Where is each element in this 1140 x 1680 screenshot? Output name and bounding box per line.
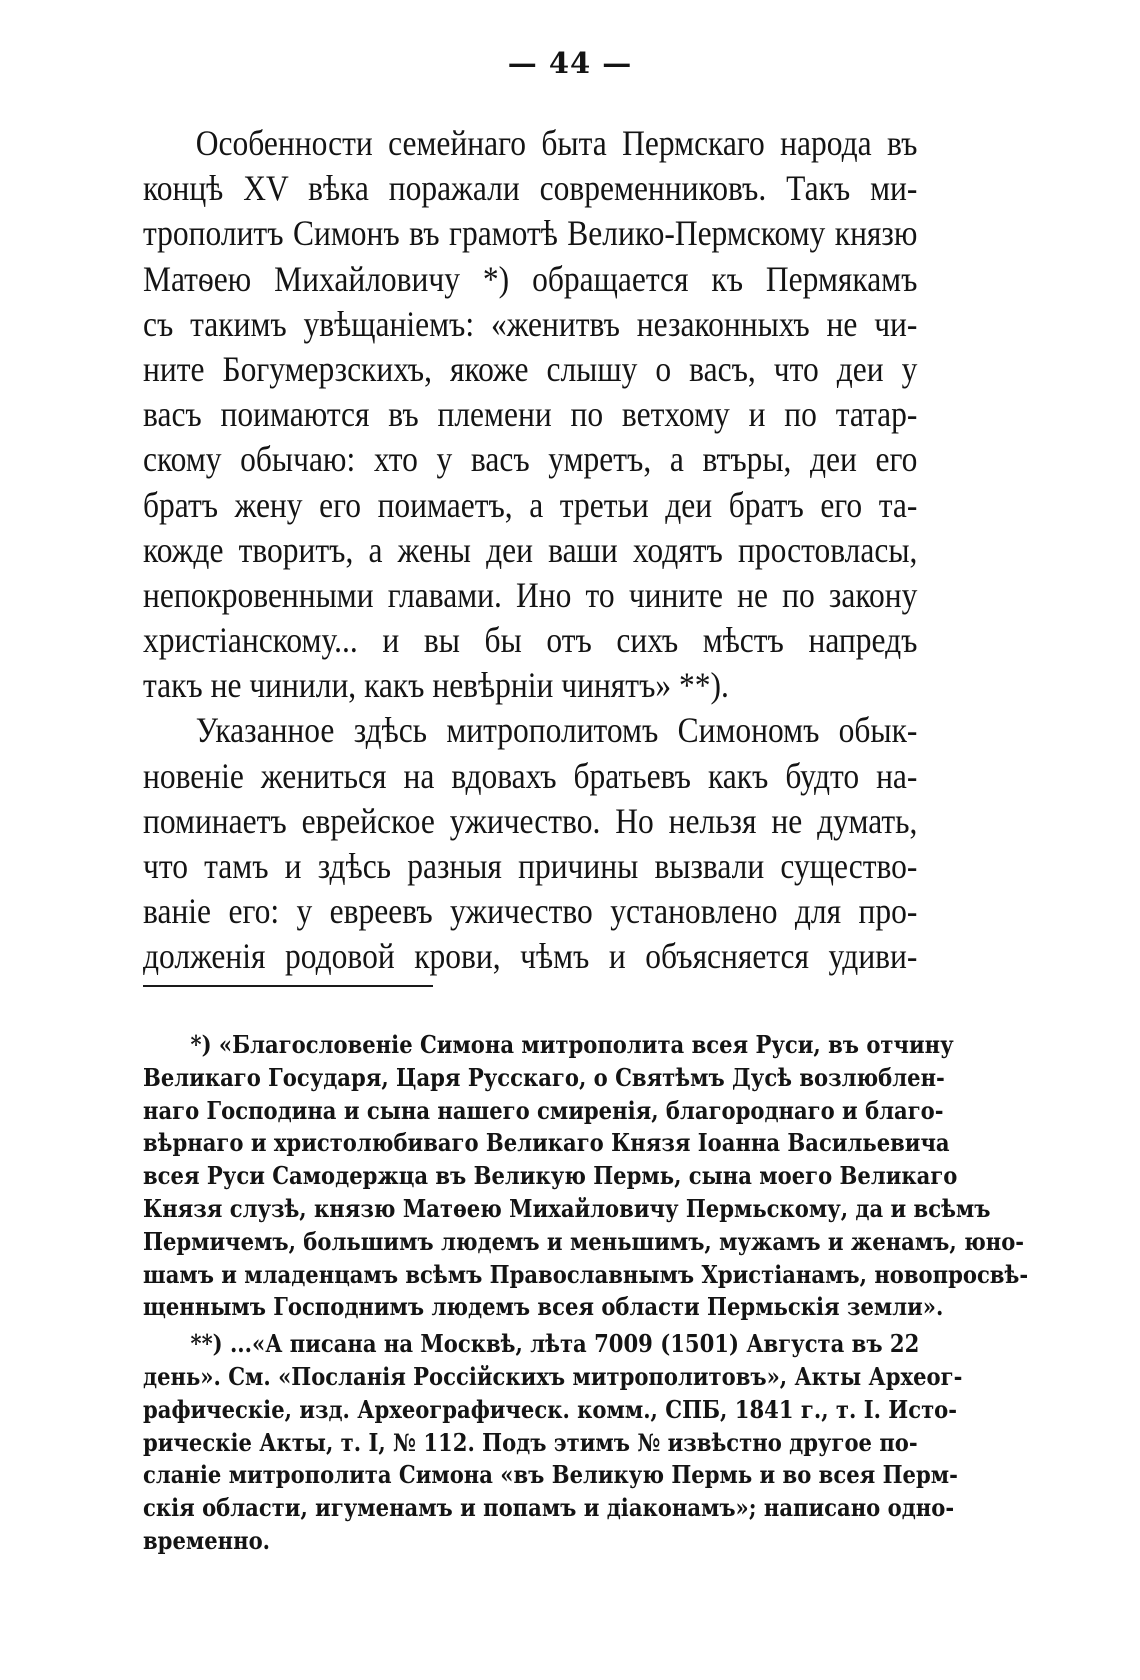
footnote-line: *) «Благословеніе Симона митрополита всея Руси, въ отчину bbox=[190, 1030, 954, 1059]
footnote-line: временно. bbox=[143, 1525, 271, 1555]
footnote-line: наго Господина и сына нашего смиренія, благороднаго и благо- bbox=[143, 1095, 944, 1125]
text-line: концѣ XV вѣка поражали современниковъ. Такъ ми- bbox=[143, 168, 918, 209]
text-line: съ такимъ увѣщаніемъ: «женитвъ незаконныхъ не чи- bbox=[143, 303, 918, 344]
text-line: что тамъ и здѣсь разныя причины вызвали существо- bbox=[143, 846, 918, 886]
footnote-line: всея Руси Самодержца въ Великую Пермь, сына моего Великаго bbox=[143, 1161, 958, 1191]
text-line: поминаетъ еврейское ужичество. Но нельзя не думать, bbox=[143, 800, 918, 841]
footnote-line: Великаго Государя, Царя Русскаго, о Святѣмъ Дусѣ возлюблен- bbox=[143, 1062, 945, 1092]
main-text bbox=[143, 121, 917, 980]
footnotes bbox=[143, 1029, 1029, 1558]
footnote-line: Пермичемъ, большимъ людемъ и меньшимъ, мужамъ и женамъ, юно- bbox=[143, 1226, 1025, 1256]
footnote-line: **) ...«А писана на Москвѣ, лѣта 7009 (1501) Августа въ 22 bbox=[190, 1329, 920, 1359]
text-line: христіанскому... и вы бы отъ сихъ мѣстъ напредъ bbox=[143, 620, 918, 661]
footnote-line: шамъ и младенцамъ всѣмъ Православнымъ Христіанамъ, новопросвѣ- bbox=[143, 1259, 1029, 1289]
text-line: Особенности семейнаго быта Пермскаго народа въ bbox=[195, 123, 918, 163]
footnote-line: щеннымъ Господнимъ людемъ всея области Пермьскія земли». bbox=[143, 1292, 944, 1322]
text-line: ните Богумерзскихъ, якоже слышу о васъ, что деи у bbox=[143, 348, 918, 389]
text-line: скому обычаю: хто у васъ умретъ, а втъры, деи его bbox=[143, 439, 918, 480]
footnote-line: вѣрнаго и христолюбиваго Великаго Князя Іоанна Васильевича bbox=[143, 1128, 950, 1158]
text-line: Указанное здѣсь митрополитомъ Симономъ обык- bbox=[195, 710, 918, 751]
text-line: васъ поимаются въ племени по ветхому и по татар- bbox=[143, 394, 918, 435]
text-line: ваніе его: у евреевъ ужичество установлено для про- bbox=[143, 891, 918, 932]
text-line: такъ не чинили, какъ невѣрніи чинятъ» **). bbox=[143, 665, 729, 706]
text-line: трополитъ Симонъ въ грамотѣ Велико-Пермскому князю bbox=[143, 213, 918, 254]
text-line: братъ жену его поимаетъ, а третьи деи братъ его та- bbox=[143, 484, 918, 525]
text-line: долженія родовой крови, чѣмъ и объясняется удиви- bbox=[143, 936, 918, 977]
text-line: новеніе жениться на вдовахъ братьевъ какъ будто на- bbox=[143, 755, 918, 796]
footnote-divider bbox=[143, 985, 433, 987]
footnote-line: рическіе Акты, т. I, № 112. Подъ этимъ № извѣстно другое по- bbox=[143, 1427, 918, 1457]
footnote-line: скія области, игуменамъ и попамъ и діаконамъ»; написано одно- bbox=[143, 1493, 955, 1523]
text-line: кожде творитъ, а жены деи ваши ходятъ простовласы, bbox=[143, 529, 918, 570]
page-number: — 44 — bbox=[507, 46, 633, 80]
footnote-line: день». См. «Посланія Россійскихъ митрополитовъ», Акты Археог- bbox=[143, 1361, 963, 1391]
text-line: Матѳею Михайловичу *) обращается къ Пермякамъ bbox=[143, 258, 918, 299]
text-line: непокровенными главами. Ино то чините не по закону bbox=[143, 574, 918, 615]
footnote-line: рафическіе, изд. Археографическ. комм., СПБ, 1841 г., т. I. Исто- bbox=[143, 1394, 958, 1424]
footnote-line: сланіе митрополита Симона «въ Великую Пермь и во всея Перм- bbox=[143, 1460, 958, 1490]
footnote-line: Князя слузѣ, князю Матѳею Михайловичу Пермьскому, да и всѣмъ bbox=[143, 1193, 991, 1223]
